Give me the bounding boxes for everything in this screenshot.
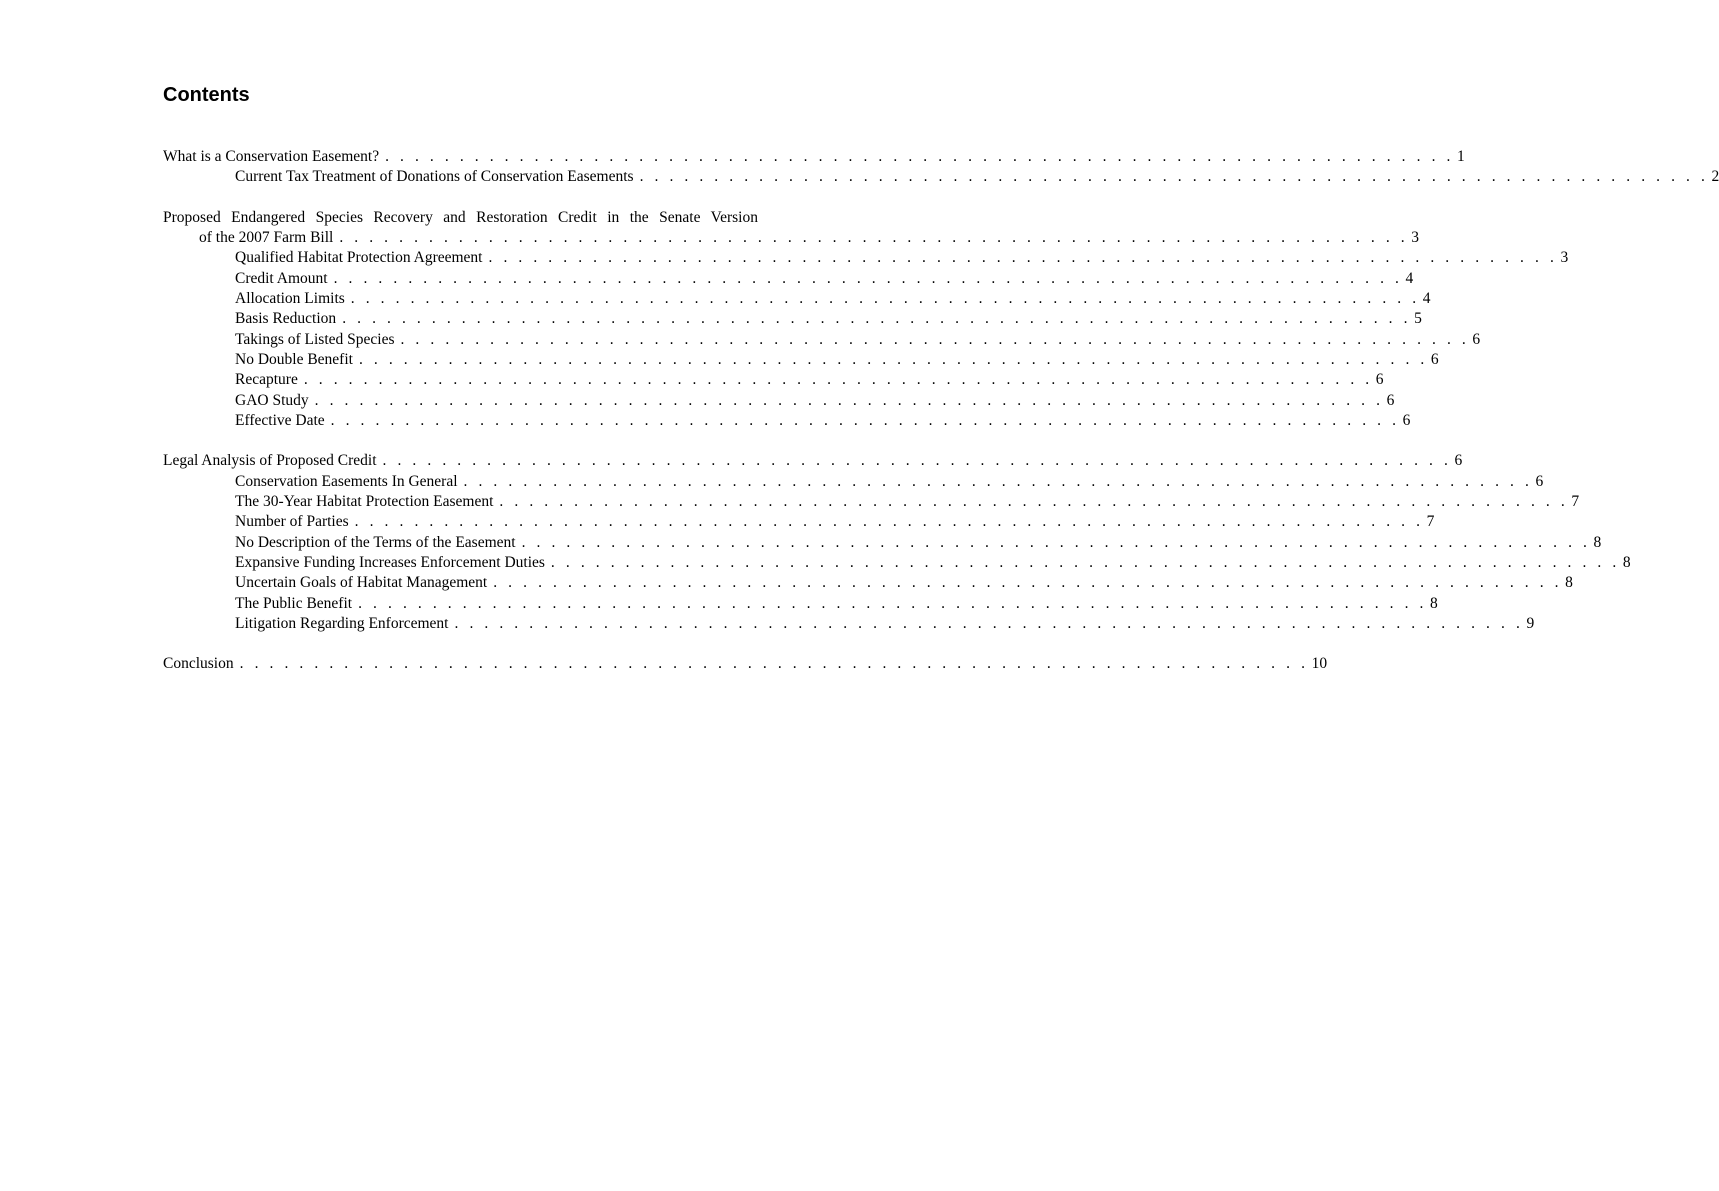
- toc-page-number: 10: [1311, 655, 1328, 673]
- toc-page-number: 6: [1472, 330, 1481, 348]
- toc-entry-title: The 30-Year Habitat Protection Easement: [235, 493, 494, 511]
- toc-page-number: 4: [1405, 269, 1414, 287]
- toc-subentry[interactable]: [163, 391, 1395, 411]
- toc-subentry[interactable]: [163, 512, 1435, 532]
- toc-page-number: 7: [1571, 493, 1580, 511]
- dot-leader: . . . . . . . . . . . . . . . . . . . . . . . . . . . . . . . . . . . . . . . . . . . . . . . . . . . . . . . . . . . . . . . . . . . . . . . .: [382, 452, 1452, 470]
- toc-entry-title-line1: Proposed Endangered Species Recovery and Restoration Credit in the Senate Version: [163, 208, 758, 226]
- dot-leader: . . . . . . . . . . . . . . . . . . . . . . . . . . . . . . . . . . . . . . . . . . . . . . . . . . . . . . . . . . . . . . . . . . . . . . . .: [358, 594, 1428, 612]
- dot-leader: . . . . . . . . . . . . . . . . . . . . . . . . . . . . . . . . . . . . . . . . . . . . . . . . . . . . . . . . . . . . . . . . . . . . . . . .: [521, 533, 1591, 551]
- toc-page-number: 4: [1422, 290, 1431, 308]
- dot-leader: . . . . . . . . . . . . . . . . . . . . . . . . . . . . . . . . . . . . . . . . . . . . . . . . . . . . . . . . . . . . . . . . . . . . . . . .: [354, 513, 1424, 531]
- toc-entry-title: Qualified Habitat Protection Agreement: [235, 249, 483, 267]
- toc-subentry[interactable]: [163, 330, 1481, 350]
- dot-leader: . . . . . . . . . . . . . . . . . . . . . . . . . . . . . . . . . . . . . . . . . . . . . . . . . . . . . . . . . . . . . . . . . . . . . . . .: [454, 614, 1524, 632]
- toc-page-number: 7: [1426, 513, 1435, 531]
- toc-section-conclusion: [163, 654, 1328, 674]
- toc-page-number: 8: [1565, 574, 1573, 592]
- dot-leader: . . . . . . . . . . . . . . . . . . . . . . . . . . . . . . . . . . . . . . . . . . . . . . . . . . . . . . . . . . . . . . . . . . . . . . . .: [385, 148, 1455, 165]
- dot-leader: . . . . . . . . . . . . . . . . . . . . . . . . . . . . . . . . . . . . . . . . . . . . . . . . . . . . . . . . . . . . . . . . . . . . . . . .: [358, 350, 1428, 368]
- toc-entry-title: No Description of the Terms of the Easement: [235, 533, 516, 551]
- toc-subentry[interactable]: [163, 248, 1569, 268]
- toc-page-number: 3: [1411, 229, 1420, 247]
- toc-page-number: 8: [1593, 533, 1602, 551]
- toc-entry[interactable]: [163, 208, 1420, 249]
- toc-entry-title: Recapture: [235, 371, 298, 389]
- toc-page-number: 6: [1535, 472, 1544, 490]
- toc-subentry[interactable]: [163, 614, 1535, 634]
- toc-entry-title: Takings of Listed Species: [235, 330, 395, 348]
- toc-entry-title: Uncertain Goals of Habitat Management: [235, 574, 488, 592]
- dot-leader: . . . . . . . . . . . . . . . . . . . . . . . . . . . . . . . . . . . . . . . . . . . . . . . . . . . . . . . . . . . . . . . . . . . . . . . .: [314, 391, 1384, 409]
- toc-subentry[interactable]: [163, 269, 1414, 289]
- toc-page-number: 8: [1430, 594, 1438, 612]
- toc-page-number: 3: [1560, 249, 1569, 267]
- toc-entry-title: Allocation Limits: [235, 290, 345, 308]
- toc-entry[interactable]: [163, 147, 1465, 167]
- toc-subentry[interactable]: [163, 573, 1573, 593]
- toc-entry-title: Conservation Easements In General: [235, 472, 458, 490]
- toc-section-what-is-easement: [163, 147, 1719, 188]
- page-title: Contents: [163, 84, 250, 106]
- toc-entry-title: Basis Reduction: [235, 310, 337, 328]
- dot-leader: . . . . . . . . . . . . . . . . . . . . . . . . . . . . . . . . . . . . . . . . . . . . . . . . . . . . . . . . . . . . . . . . . . . . . . . .: [239, 655, 1309, 673]
- toc-subentry[interactable]: [163, 309, 1422, 329]
- dot-leader: . . . . . . . . . . . . . . . . . . . . . . . . . . . . . . . . . . . . . . . . . . . . . . . . . . . . . . . . . . . . . . . . . . . . . . . .: [350, 290, 1420, 308]
- dot-leader: . . . . . . . . . . . . . . . . . . . . . . . . . . . . . . . . . . . . . . . . . . . . . . . . . . . . . . . . . . . . . . . . . . . . . . . .: [488, 249, 1558, 267]
- toc-page-number: 6: [1386, 391, 1395, 409]
- dot-leader: . . . . . . . . . . . . . . . . . . . . . . . . . . . . . . . . . . . . . . . . . . . . . . . . . . . . . . . . . . . . . . . . . . . . . . . .: [342, 310, 1412, 328]
- toc-entry-title: Conclusion: [163, 655, 234, 673]
- toc-entry-title-line2: of the 2007 Farm Bill: [199, 229, 334, 247]
- toc-subentry[interactable]: [163, 350, 1439, 370]
- toc-entry-continuation: [163, 228, 1420, 248]
- toc-entry-title: The Public Benefit: [235, 594, 353, 612]
- toc-subentry[interactable]: [163, 492, 1580, 512]
- toc-section-proposed-credit: [163, 208, 1569, 431]
- toc-page-number: 2: [1711, 168, 1719, 186]
- toc-entry[interactable]: [163, 654, 1328, 674]
- toc-subentry[interactable]: [163, 472, 1544, 492]
- toc-entry-title: Number of Parties: [235, 513, 349, 531]
- toc-page-number: 6: [1402, 411, 1411, 429]
- toc-section-legal-analysis: [163, 451, 1631, 634]
- toc-entry-title: GAO Study: [235, 391, 309, 409]
- toc-page-number: 1: [1457, 148, 1465, 165]
- toc-page-number: 5: [1414, 310, 1422, 328]
- toc-entry[interactable]: [163, 451, 1463, 471]
- toc-subentry[interactable]: [163, 370, 1384, 390]
- toc-subentry[interactable]: [163, 533, 1602, 553]
- dot-leader: . . . . . . . . . . . . . . . . . . . . . . . . . . . . . . . . . . . . . . . . . . . . . . . . . . . . . . . . . . . . . . . . . . . . . . . .: [400, 330, 1470, 348]
- toc-page-number: 6: [1454, 452, 1463, 470]
- dot-leader: . . . . . . . . . . . . . . . . . . . . . . . . . . . . . . . . . . . . . . . . . . . . . . . . . . . . . . . . . . . . . . . . . . . . . . . .: [463, 472, 1533, 490]
- dot-leader: . . . . . . . . . . . . . . . . . . . . . . . . . . . . . . . . . . . . . . . . . . . . . . . . . . . . . . . . . . . . . . . . . . . . . . . .: [333, 269, 1403, 287]
- toc-page-number: 8: [1622, 553, 1631, 571]
- toc-subentry[interactable]: [163, 594, 1438, 614]
- toc-subentry[interactable]: [163, 167, 1719, 187]
- toc-entry-title: No Double Benefit: [235, 350, 353, 368]
- toc-entry-title: Effective Date: [235, 411, 325, 429]
- toc-page-number: 6: [1430, 350, 1439, 368]
- toc-page-number: 6: [1375, 371, 1384, 389]
- dot-leader: . . . . . . . . . . . . . . . . . . . . . . . . . . . . . . . . . . . . . . . . . . . . . . . . . . . . . . . . . . . . . . . . . . . . . . . .: [339, 229, 1409, 247]
- dot-leader: . . . . . . . . . . . . . . . . . . . . . . . . . . . . . . . . . . . . . . . . . . . . . . . . . . . . . . . . . . . . . . . . . . . . . . . .: [499, 493, 1569, 511]
- toc-subentry[interactable]: [163, 289, 1431, 309]
- toc-entry-title: Legal Analysis of Proposed Credit: [163, 452, 377, 470]
- toc-entry-title: Litigation Regarding Enforcement: [235, 614, 449, 632]
- toc-subentry[interactable]: [163, 411, 1411, 431]
- toc-entry-title: Credit Amount: [235, 269, 328, 287]
- table-of-contents: [163, 147, 1719, 695]
- toc-page-number: 9: [1526, 614, 1535, 632]
- toc-entry-title: Expansive Funding Increases Enforcement Duties: [235, 553, 545, 571]
- toc-subentry[interactable]: [163, 553, 1631, 573]
- dot-leader: . . . . . . . . . . . . . . . . . . . . . . . . . . . . . . . . . . . . . . . . . . . . . . . . . . . . . . . . . . . . . . . . . . . . . . . .: [330, 411, 1400, 429]
- dot-leader: . . . . . . . . . . . . . . . . . . . . . . . . . . . . . . . . . . . . . . . . . . . . . . . . . . . . . . . . . . . . . . . . . . . . . . . .: [550, 553, 1620, 571]
- dot-leader: . . . . . . . . . . . . . . . . . . . . . . . . . . . . . . . . . . . . . . . . . . . . . . . . . . . . . . . . . . . . . . . . . . . . . . . .: [303, 371, 1373, 389]
- dot-leader: . . . . . . . . . . . . . . . . . . . . . . . . . . . . . . . . . . . . . . . . . . . . . . . . . . . . . . . . . . . . . . . . . . . . . . . .: [493, 574, 1563, 592]
- dot-leader: . . . . . . . . . . . . . . . . . . . . . . . . . . . . . . . . . . . . . . . . . . . . . . . . . . . . . . . . . . . . . . . . . . . . . . . .: [639, 168, 1709, 186]
- toc-entry-title: Current Tax Treatment of Donations of Conservation Easements: [235, 168, 634, 186]
- toc-entry-title: What is a Conservation Easement?: [163, 148, 380, 165]
